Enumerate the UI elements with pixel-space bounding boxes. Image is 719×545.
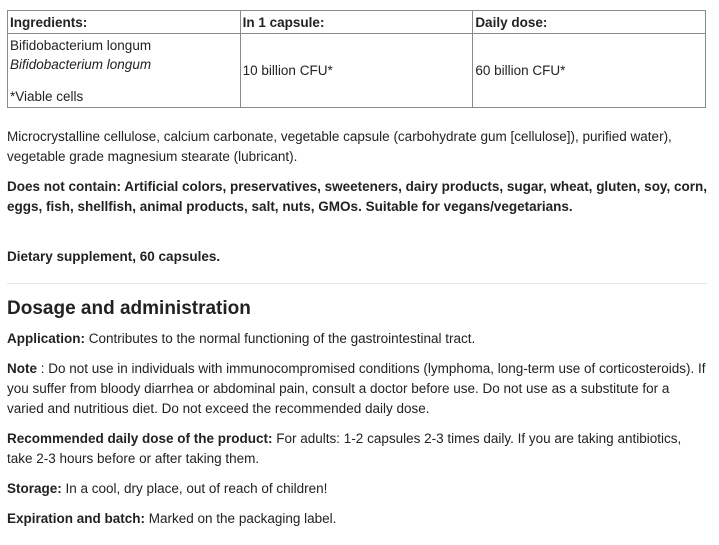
header-daily-dose: Daily dose: — [473, 11, 706, 34]
free-from-text: Does not contain: Artificial colors, preservatives, sweeteners, dairy products, sugar, wheat, gluten, soy, corn, eggs, fish, shellfish, animal products, salt, nuts, GMOs. Suitable for vegans/vegetarians. — [7, 179, 707, 214]
application-paragraph — [7, 329, 707, 349]
recommended-dose-paragraph — [7, 429, 707, 469]
application-text: Contributes to the normal functioning of the gastrointestinal tract. — [85, 331, 476, 346]
note-label: Note — [7, 361, 37, 376]
table-row — [8, 34, 706, 108]
recommended-dose-label: Recommended daily dose of the product: — [7, 431, 273, 446]
dosage-heading: Dosage and administration — [7, 298, 251, 319]
application-label: Application: — [7, 331, 85, 346]
note-paragraph — [7, 359, 707, 419]
section-divider — [7, 283, 707, 284]
table-header-row — [8, 11, 706, 34]
header-per-capsule: In 1 capsule: — [240, 11, 473, 34]
expiration-paragraph — [7, 509, 707, 529]
daily-dose-value: 60 billion CFU* — [473, 34, 706, 108]
ingredient-cell — [8, 34, 241, 108]
per-capsule-value: 10 billion CFU* — [240, 34, 473, 108]
storage-text: In a cool, dry place, out of reach of children! — [61, 481, 328, 496]
product-details — [7, 10, 707, 529]
recommended-dose-text: For adults: 1-2 capsules 2-3 times daily. If you are taking antibiotics, take 2-3 hours before or after taking them. — [7, 431, 682, 466]
header-ingredients: Ingredients: — [8, 11, 241, 34]
viable-cells-note: *Viable cells — [10, 89, 84, 104]
supplement-line: Dietary supplement, 60 capsules. — [7, 249, 221, 264]
note-text: : Do not use in individuals with immunocompromised conditions (lymphoma, long-term use of corticosteroids). If you suffer from bloody diarrhea or abdominal pain, consult a doctor before use. Do not use as a substitute for a varied and nutritious diet. Do not exceed the recommended daily dose. — [7, 361, 706, 416]
storage-paragraph — [7, 479, 707, 499]
ingredient-latin-name: Bifidobacterium longum — [10, 57, 152, 72]
storage-label: Storage: — [7, 481, 62, 496]
ingredients-table — [7, 10, 706, 108]
ingredient-name: Bifidobacterium longum — [10, 38, 152, 53]
expiration-text: Marked on the packaging label. — [145, 511, 337, 526]
expiration-label: Expiration and batch: — [7, 511, 146, 526]
composition-text: Microcrystalline cellulose, calcium carbonate, vegetable capsule (carbohydrate gum [cellulose]), purified water), vegetable grade magnesium stearate (lubricant). — [7, 129, 672, 164]
